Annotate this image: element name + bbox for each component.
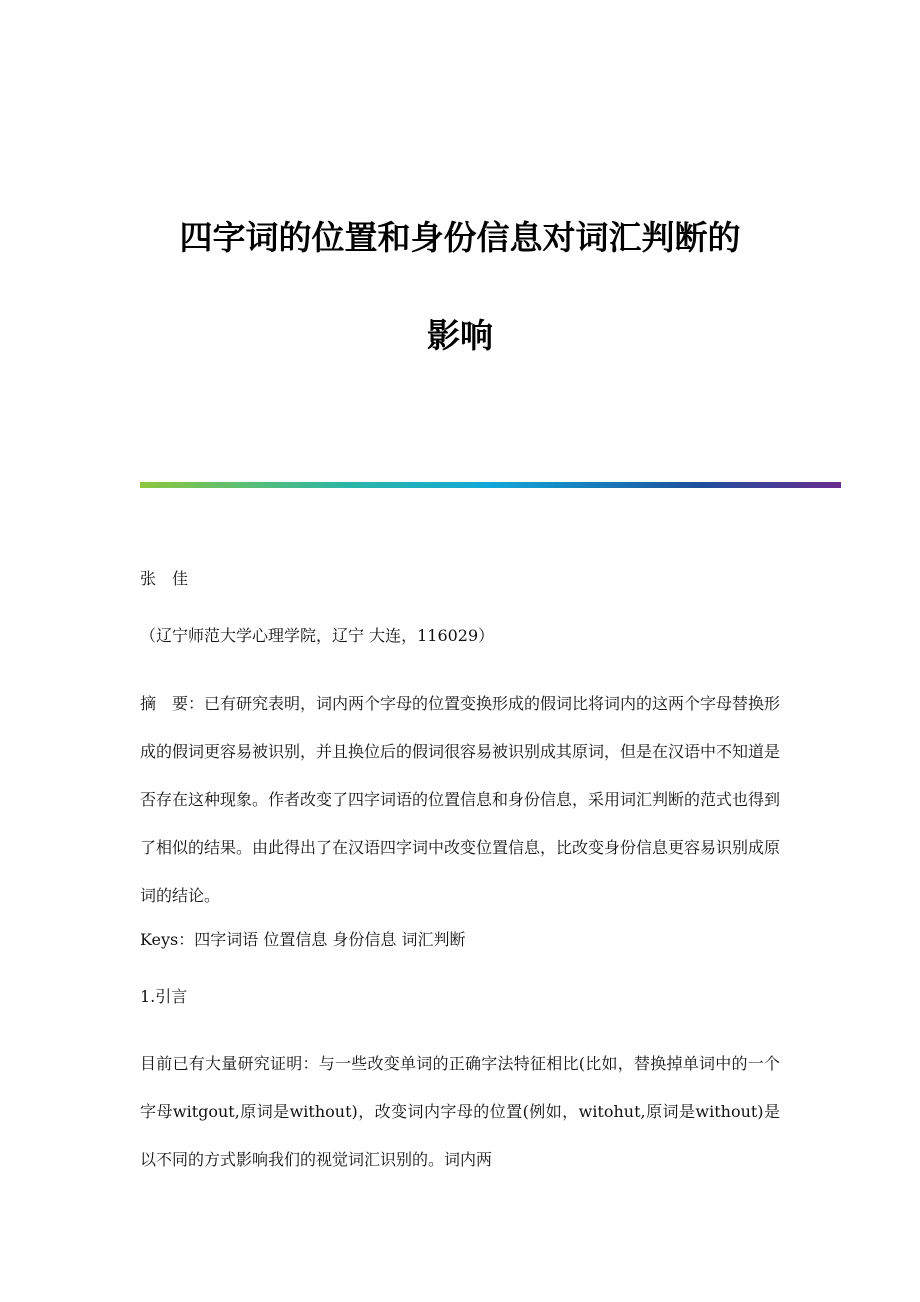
author-name: 张 佳: [140, 569, 189, 588]
title-line-1: 四字词的位置和身份信息对词汇判断的: [179, 218, 741, 257]
intro-paragraph: 目前已有大量研究证明：与一些改变单词的正确字法特征相比(比如，替换掉单词中的一个字母witgout,原词是without)，改变词内字母的位置(例如，witohut,原词是without)是以不同的方式影响我们的视觉词汇识别的。词内两: [140, 1054, 780, 1169]
affiliation: （辽宁师范大学心理学院，辽宁 大连，116029）: [140, 626, 495, 645]
section-heading: 1.引言: [140, 987, 188, 1006]
abstract-paragraph: 摘 要：已有研究表明，词内两个字母的位置变换形成的假词比将词内的这两个字母替换形成的假词更容易被识别，并且换位后的假词很容易被识别成其原词，但是在汉语中不知道是否存在这种现象。作者改变了四字词语的位置信息和身份信息，采用词汇判断的范式也得到了相似的结果。由此得出了在汉语四字词中改变位置信息，比改变身份信息更容易识别成原词的结论。: [140, 694, 781, 905]
gradient-divider: [140, 482, 841, 488]
keywords-line: Keys：四字词语 位置信息 身份信息 词汇判断: [140, 930, 466, 949]
title-line-2: 影响: [427, 316, 493, 355]
paper-title: [60, 218, 860, 356]
